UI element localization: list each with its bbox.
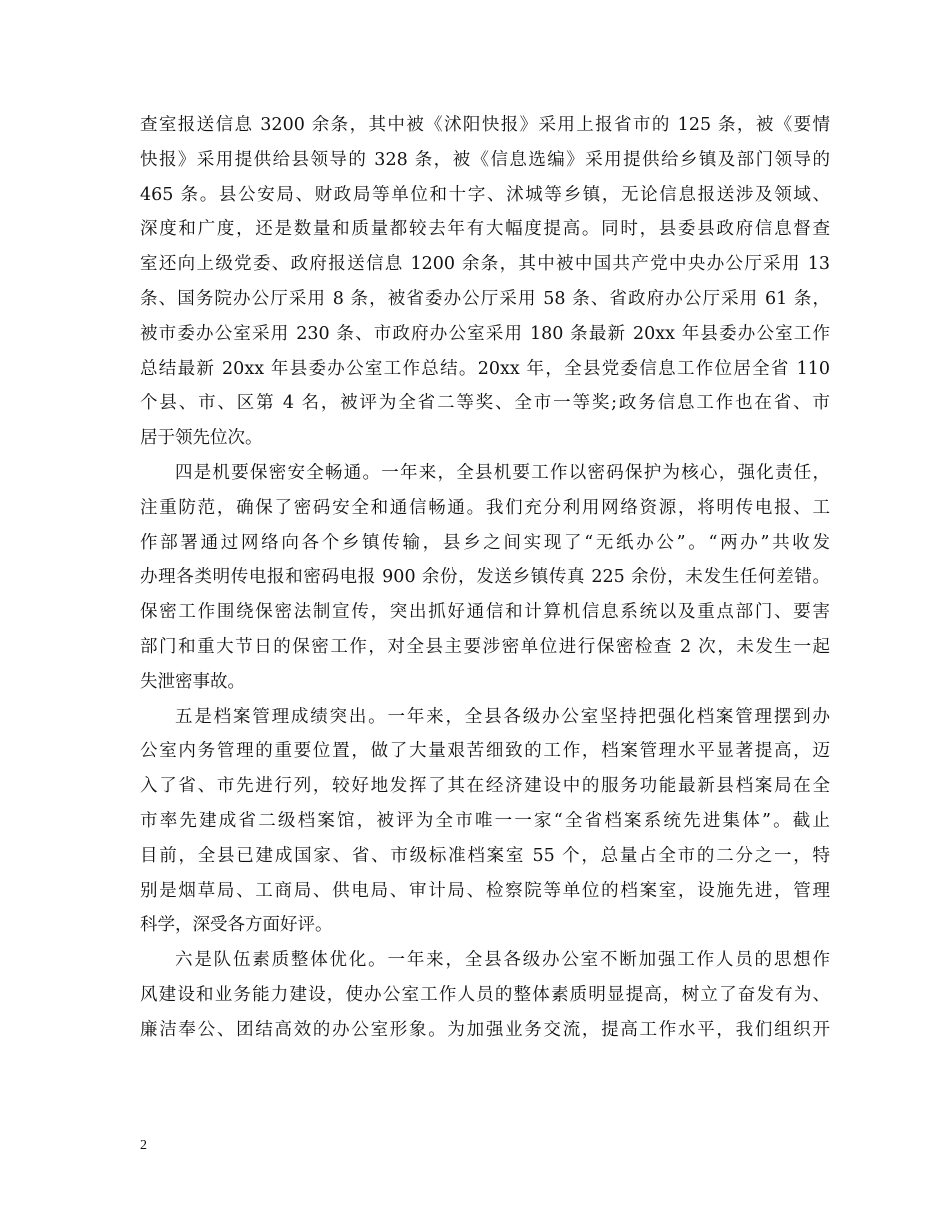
text-line: 四是机要保密安全畅通。一年来，全县机要工作以密码保护为核心，强化责任， <box>175 462 830 483</box>
text-line: 查室报送信息 3200 余条，其中被《沭阳快报》采用上报省市的 125 条，被《要情 <box>140 115 830 135</box>
document-body <box>140 108 830 1048</box>
text-line: 被市委办公室采用 230 条、市政府办公室采用 180 条最新 20xx 年县委办公室工作 <box>140 323 830 344</box>
text-line: 作部署通过网络向各个乡镇传输，县乡之间实现了“无纸办公”。“两办”共收发 <box>140 532 830 553</box>
text-line: 保密工作围绕保密法制宣传，突出抓好通信和计算机信息系统以及重点部门、要害 <box>140 602 830 623</box>
text-line: 深度和广度，还是数量和质量都较去年有大幅度提高。同时，县委县政府信息督查 <box>140 219 830 240</box>
text-line: 办理各类明传电报和密码电报 900 余份，发送乡镇传真 225 余份，未发生任何差错。 <box>140 567 830 588</box>
text-line: 部门和重大节日的保密工作，对全县主要涉密单位进行保密检查 2 次，未发生一起 <box>140 636 830 657</box>
text-line: 465 条。县公安局、财政局等单位和十字、沭城等乡镇，无论信息报送涉及领域、 <box>140 184 830 205</box>
text-line: 条、国务院办公厅采用 8 条，被省委办公厅采用 58 条、省政府办公厅采用 61 条， <box>140 288 830 309</box>
text-line: 室还向上级党委、政府报送信息 1200 余条，其中被中国共产党中央办公厅采用 13 <box>140 254 830 275</box>
text-line: 科学，深受各方面好评。 <box>140 915 333 936</box>
text-line: 市率先建成省二级档案馆，被评为全市唯一一家“全省档案系统先进集体”。截止 <box>140 810 830 831</box>
text-line: 五是档案管理成绩突出。一年来，全县各级办公室坚持把强化档案管理摆到办 <box>175 706 830 727</box>
text-line: 总结最新 20xx 年县委办公室工作总结。20xx 年，全县党委信息工作位居全省 110 <box>140 358 830 379</box>
text-line: 快报》采用提供给县领导的 328 条，被《信息选编》采用提供给乡镇及部门领导的 <box>140 149 830 170</box>
text-line: 廉洁奉公、团结高效的办公室形象。为加强业务交流，提高工作水平，我们组织开 <box>140 1019 830 1040</box>
text-line: 失泄密事故。 <box>140 671 245 692</box>
text-line: 别是烟草局、工商局、供电局、审计局、检察院等单位的档案室，设施先进，管理 <box>140 880 830 901</box>
text-line: 六是队伍素质整体优化。一年来，全县各级办公室不断加强工作人员的思想作 <box>175 950 830 971</box>
paragraph-team-quality <box>140 943 830 1047</box>
paragraph-information-report <box>140 108 830 456</box>
text-line: 风建设和业务能力建设，使办公室工作人员的整体素质明显提高，树立了奋发有为、 <box>140 984 830 1005</box>
text-line: 居于领先位次。 <box>140 428 263 449</box>
page-number: 2 <box>140 1138 147 1153</box>
paragraph-archive-management <box>140 700 830 944</box>
text-line: 个县、市、区第 4 名，被评为全省二等奖、全市一等奖;政务信息工作也在省、市 <box>140 393 830 414</box>
text-line: 入了省、市先进行列，较好地发挥了其在经济建设中的服务功能最新县档案局在全 <box>140 776 830 797</box>
paragraph-confidential-security <box>140 456 830 700</box>
text-line: 注重防范，确保了密码安全和通信畅通。我们充分利用网络资源，将明传电报、工 <box>140 497 830 518</box>
text-line: 目前，全县已建成国家、省、市级标准档案室 55 个，总量占全市的二分之一，特 <box>140 845 830 866</box>
text-line: 公室内务管理的重要位置，做了大量艰苦细致的工作，档案管理水平显著提高，迈 <box>140 741 830 762</box>
